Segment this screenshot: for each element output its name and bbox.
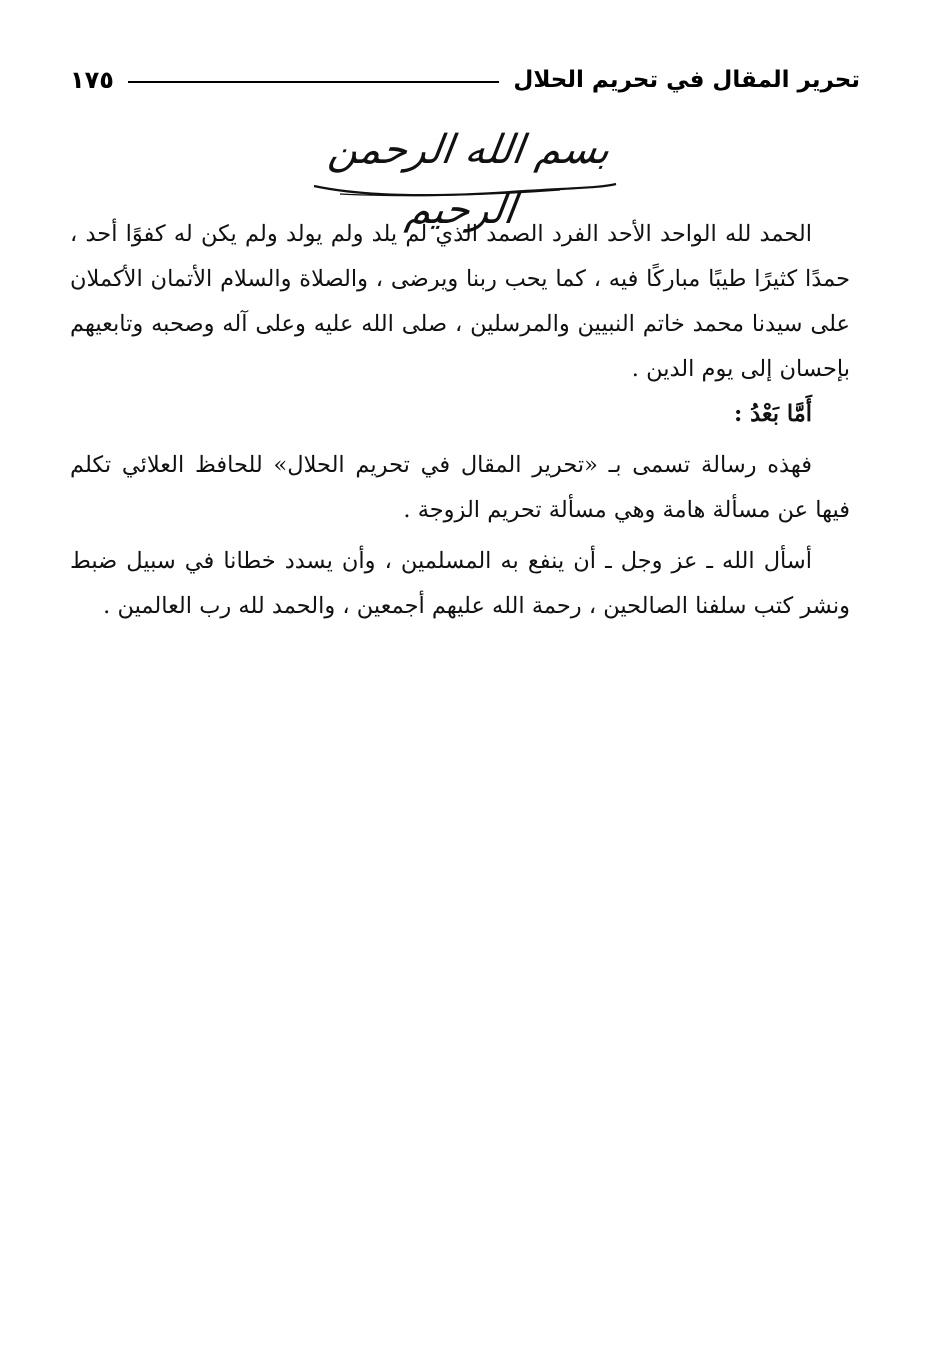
running-title: تحرير المقال في تحريم الحلال [513,67,860,93]
page-header [70,60,860,100]
basmala-text: بسم الله الرحمن الرحيم [325,127,613,233]
header-rule [128,81,499,83]
amma-bad-heading: أَمَّا بَعْدُ : [733,401,812,427]
paragraph-praise: الحمد لله الواحد الأحد الفرد الصمد الذي لم يلد ولم يولد ولم يكن له كفوًا أحد ، حمدًا كثيرًا طيبًا مباركًا فيه ، كما يحب ربنا ويرضى ، والصلاة والسلام الأتمان الأكملان على سيدنا محمد خاتم النبيين والمرسلين ، صلى الله عليه وعلى آله وصحبه وتابعيهم بإحسان إلى يوم الدين . [70,221,850,382]
basmala-calligraphy [290,120,640,233]
basmala-flourish [310,182,620,198]
body-text [70,212,850,629]
page-number: ١٧٥ [70,66,114,94]
paragraph-supplication: أسأل الله ـ عز وجل ـ أن ينفع به المسلمين ، وأن يسدد خطانا في سبيل ضبط ونشر كتب سلفنا الصالحين ، رحمة الله عليهم أجمعين ، والحمد لله رب العالمين . [70,548,850,619]
paragraph-introduction: فهذه رسالة تسمى بـ «تحرير المقال في تحريم الحلال» للحافظ العلائي تكلم فيها عن مسألة هامة وهي مسألة تحريم الزوجة . [70,452,850,523]
